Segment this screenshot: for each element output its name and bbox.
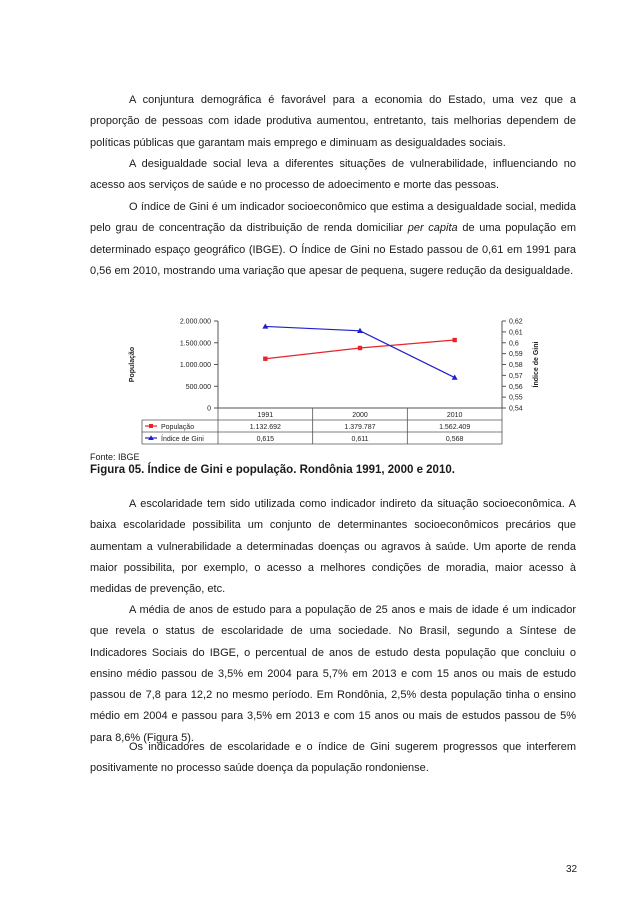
data-point-marker xyxy=(263,357,267,361)
y-tick-label-right: 0,62 xyxy=(509,318,523,326)
y-tick-label-left: 2.000.000 xyxy=(179,318,211,326)
y-tick-label-right: 0,58 xyxy=(509,362,523,369)
y-tick-label-right: 0,55 xyxy=(509,394,523,402)
data-label: 0,568 xyxy=(445,435,464,443)
plot-area xyxy=(129,319,540,445)
y-tick-label-right: 0,6 xyxy=(509,340,519,348)
data-label: 1.562.409 xyxy=(439,423,471,431)
paragraph-demografia: A conjuntura demográfica é favorável para a economia do Estado, uma vez que a proporção de pessoas com idade produtiva aumentou, entretanto, tais melhorias dependem de políticas públicas que garantam mais emprego e diminuam as desigualdades sociais. xyxy=(90,94,576,149)
y-tick-label-right: 0,61 xyxy=(509,329,523,337)
data-point-marker xyxy=(358,346,362,350)
page-number: 32 xyxy=(566,864,578,875)
data-label: 0,611 xyxy=(351,435,369,443)
gini-population-chart xyxy=(120,312,560,452)
y-tick-label-right: 0,59 xyxy=(509,351,523,359)
y-tick-label-right: 0,57 xyxy=(509,372,523,380)
y-tick-label-left: 0 xyxy=(207,405,211,413)
x-tick-label: 1991 xyxy=(257,412,274,419)
data-label: 0,615 xyxy=(256,435,275,443)
y-tick-label-left: 1.000.000 xyxy=(179,362,211,369)
paragraph-gini-italic: per capita xyxy=(407,222,458,235)
paragraph-indicadores: Os indicadores de escolaridade e o índice de Gini sugerem progressos que interferem positivamente no processo saúde doença da população rondoniense. xyxy=(90,741,576,775)
paragraph-desigualdade: A desigualdade social leva a diferentes situações de vulnerabilidade, influenciando no acesso aos serviços de saúde e no processo de adoecimento e morte das pessoas. xyxy=(90,158,576,192)
paragraph-gini-text-1: O índice de Gini é um indicador socioeconômico que estima a desigualdade social, medida pelo grau de concentração da distribuição de renda domiciliar xyxy=(90,201,576,235)
y-axis-title-left: População xyxy=(129,346,136,383)
x-tick-label: 2000 xyxy=(352,412,368,419)
y-tick-label-right: 0,54 xyxy=(509,405,523,413)
legend-key-marker xyxy=(149,424,153,428)
paragraph-anos-estudo: A média de anos de estudo para a população de 25 anos e mais de idade é um indicador que revela o status de escolaridade de uma sociedade. No Brasil, segundo a Síntese de Indicadores Sociais do IBGE, o percentual de anos de estudo desta população que concluiu o ensino médio passou de 3,5% em 2004 para 5,7% em 2013 e com 15 anos ou mais de estudo passou de 7,8 para 12,2 no mesmo período. Em Rondônia, 2,5% desta população tinha o ensino médio em 2004 e passou para 3,5% em 2013 e com 15 anos ou mais de estudos passou de 5% para 8,6% (Figura 5). xyxy=(90,604,576,744)
legend-label: População xyxy=(161,423,195,431)
data-label: 1.132.692 xyxy=(249,423,281,431)
paragraph-gini-text-2: de uma população em determinado espaço geográfico (IBGE). O Índice de Gini no Estado passou de 0,61 em 1991 para 0,56 em 2010, mostrando uma variação que apesar de pequena, sugere redução da desigualdade. xyxy=(90,222,576,277)
y-axis-title-right: Índice de Gini xyxy=(533,341,540,388)
x-tick-label: 2010 xyxy=(446,412,463,419)
y-tick-label-left: 1.500.000 xyxy=(179,340,211,348)
data-point-marker xyxy=(452,338,456,342)
figure-source: Fonte: IBGE xyxy=(90,452,140,462)
y-tick-label-left: 500.000 xyxy=(185,383,211,391)
paragraph-escolaridade: A escolaridade tem sido utilizada como indicador indireto da situação socioeconômica. A baixa escolaridade possibilita um conjunto de determinantes socioeconômicos precários que aumentam a vulnerabilidade a determinadas doenças ou agravos à saúde. Um aporte de renda maior possibilita, por exemplo, o acesso a melhores condições de moradia, maior acesso à medidas de prevenção, etc. xyxy=(90,498,576,596)
figure-caption: Figura 05. Índice de Gini e população. Rondônia 1991, 2000 e 2010. xyxy=(90,464,455,476)
data-label: 1.379.787 xyxy=(344,423,376,431)
series-line-2 xyxy=(265,326,454,377)
y-tick-label-right: 0,56 xyxy=(509,383,523,391)
paragraph-gini xyxy=(90,197,576,282)
legend-label: Índice de Gini xyxy=(161,435,204,443)
